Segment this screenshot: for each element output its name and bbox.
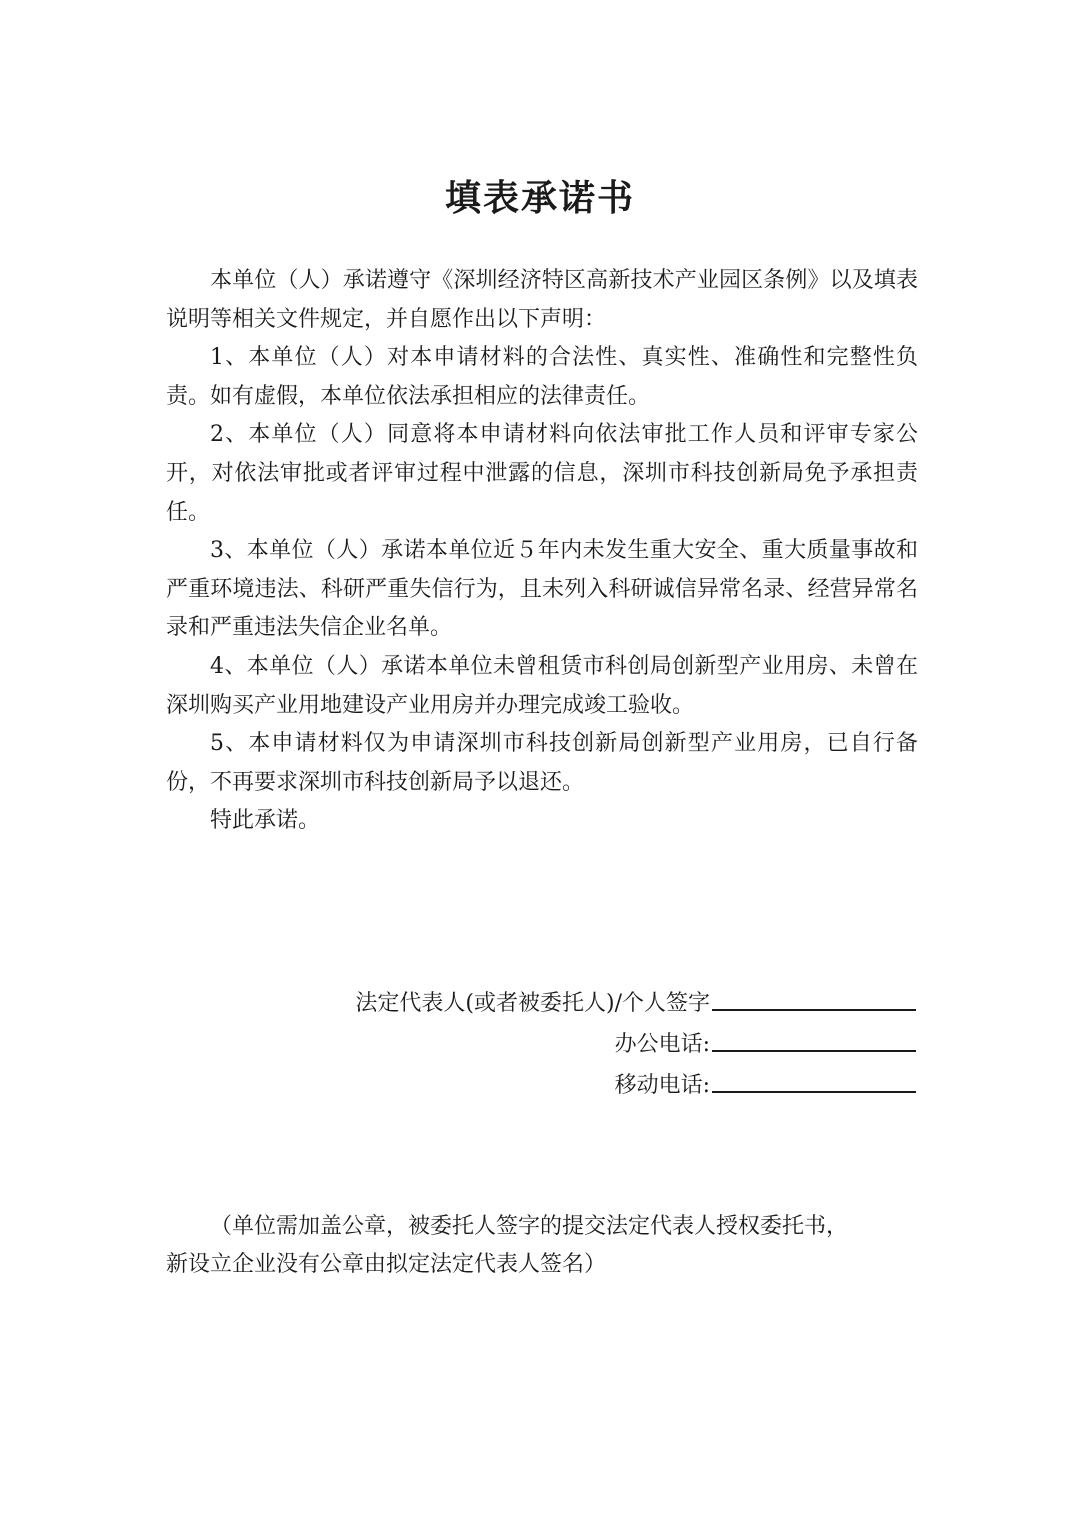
mobile-phone-line[interactable] [712,1091,916,1093]
signature-block [216,976,916,1099]
seal-note [166,1208,918,1284]
clause-3: 3、本单位（人）承诺本单位近５年内未发生重大安全、重大质量事故和严重环境违法、科研严重失信行为，且未列入科研诚信异常名录、经营异常名录和严重违法失信企业名单。 [166,538,918,641]
clause-1: 1、本单位（人）对本申请材料的合法性、真实性、准确性和完整性负责。如有虚假，本单位依法承担相应的法律责任。 [166,345,918,409]
representative-signature-line[interactable] [712,1009,916,1011]
mobile-phone-label: 移动电话: [614,1073,710,1098]
document-title: 填表承诺书 [444,178,635,219]
clause-5: 5、本申请材料仅为申请深圳市科技创新局创新型产业用房，已自行备份，不再要求深圳市科技创新局予以退还。 [166,731,918,795]
seal-note-line-2: 新设立企业没有公章由拟定法定代表人签名） [166,1252,607,1277]
clause-2: 2、本单位（人）同意将本申请材料向依法审批工作人员和评审专家公开，对依法审批或者评审过程中泄露的信息，深圳市科技创新局免予承担责任。 [166,422,918,525]
office-phone-row [216,1017,916,1058]
closing-statement: 特此承诺。 [210,808,321,834]
intro-paragraph: 本单位（人）承诺遵守《深圳经济特区高新技术产业园区条例》以及填表说明等相关文件规定，并自愿作出以下声明： [166,268,918,332]
representative-signature-row [216,976,916,1017]
seal-note-line-1: （单位需加盖公章，被委托人签字的提交法定代表人授权委托书， [210,1214,849,1239]
office-phone-line[interactable] [712,1050,916,1052]
commitment-body [166,262,918,841]
clause-4: 4、本单位（人）承诺本单位未曾租赁市科创局创新型产业用房、未曾在深圳购买产业用地建设产业用房并办理完成竣工验收。 [166,653,918,718]
mobile-phone-row [216,1058,916,1099]
office-phone-label: 办公电话: [614,1032,710,1057]
representative-signature-label: 法定代表人(或者被委托人)/个人签字 [355,991,710,1016]
